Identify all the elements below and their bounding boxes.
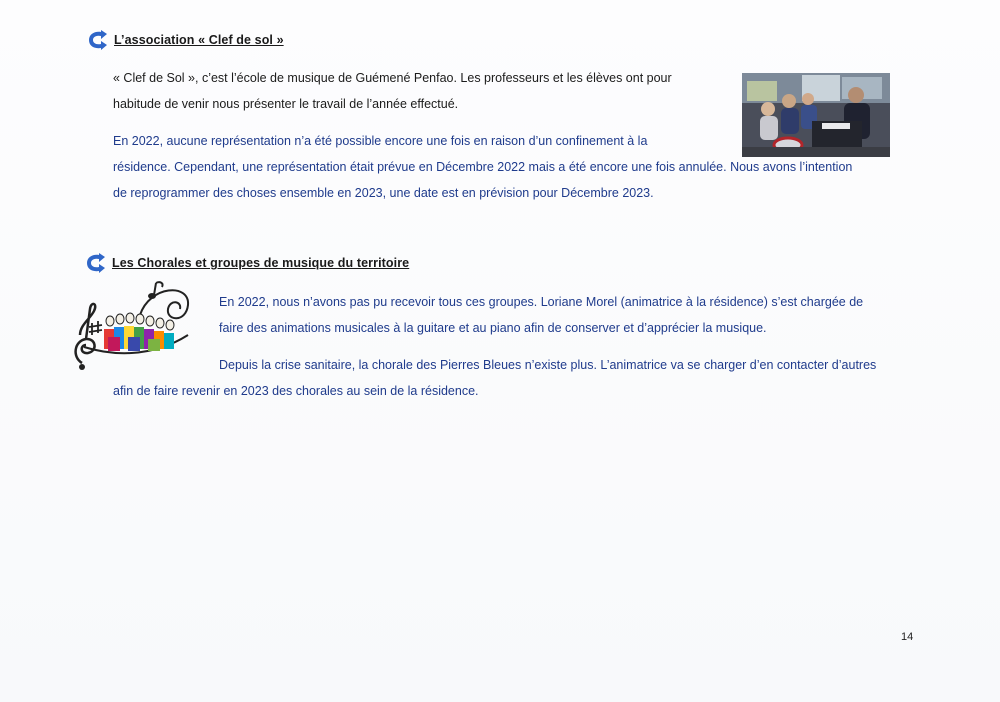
paragraph-chorale-status-line2	[113, 378, 479, 404]
music-lesson-photo	[742, 73, 890, 157]
curved-arrow-icon	[86, 30, 108, 50]
page-number: 14	[901, 631, 914, 643]
text-line: En 2022, aucune représentation n’a été possible encore une fois en raison d’un confinement à la	[113, 134, 648, 148]
section-heading-chorales	[84, 253, 409, 273]
text-line: de reprogrammer des choses ensemble en 2023, une date est en prévision pour Décembre 2023.	[113, 186, 654, 200]
paragraph-intro	[113, 65, 672, 117]
text-line: « Clef de Sol », c’est l’école de musique de Guémené Penfao. Les professeurs et les élèves ont pour	[113, 71, 672, 85]
paragraph-chorale-status-line1	[219, 352, 876, 378]
text-line: En 2022, nous n’avons pas pu recevoir tous ces groupes. Loriane Morel (animatrice à la résidence) s’est chargée de	[219, 295, 864, 309]
choir-music-illustration	[70, 275, 196, 379]
text-line: résidence. Cependant, une représentation était prévue en Décembre 2022 mais a été encore une fois annulée. Nous avons l’intention	[113, 160, 853, 174]
section-title: Les Chorales et groupes de musique du territoire	[112, 256, 410, 270]
curved-arrow-icon	[84, 253, 106, 273]
section-title: L’association « Clef de sol »	[114, 33, 284, 47]
section-heading-clef-de-sol	[86, 30, 284, 50]
paragraph-2022-groups	[219, 289, 863, 341]
text-line: Depuis la crise sanitaire, la chorale des Pierres Bleues n’existe plus. L’animatrice va se charger d’en contacter d’autres	[219, 358, 877, 372]
text-line: faire des animations musicales à la guitare et au piano afin de conserver et d’apprécier la musique.	[219, 321, 767, 335]
text-line: habitude de venir nous présenter le travail de l’année effectué.	[113, 97, 459, 111]
text-line: afin de faire revenir en 2023 des chorales au sein de la résidence.	[113, 384, 479, 398]
